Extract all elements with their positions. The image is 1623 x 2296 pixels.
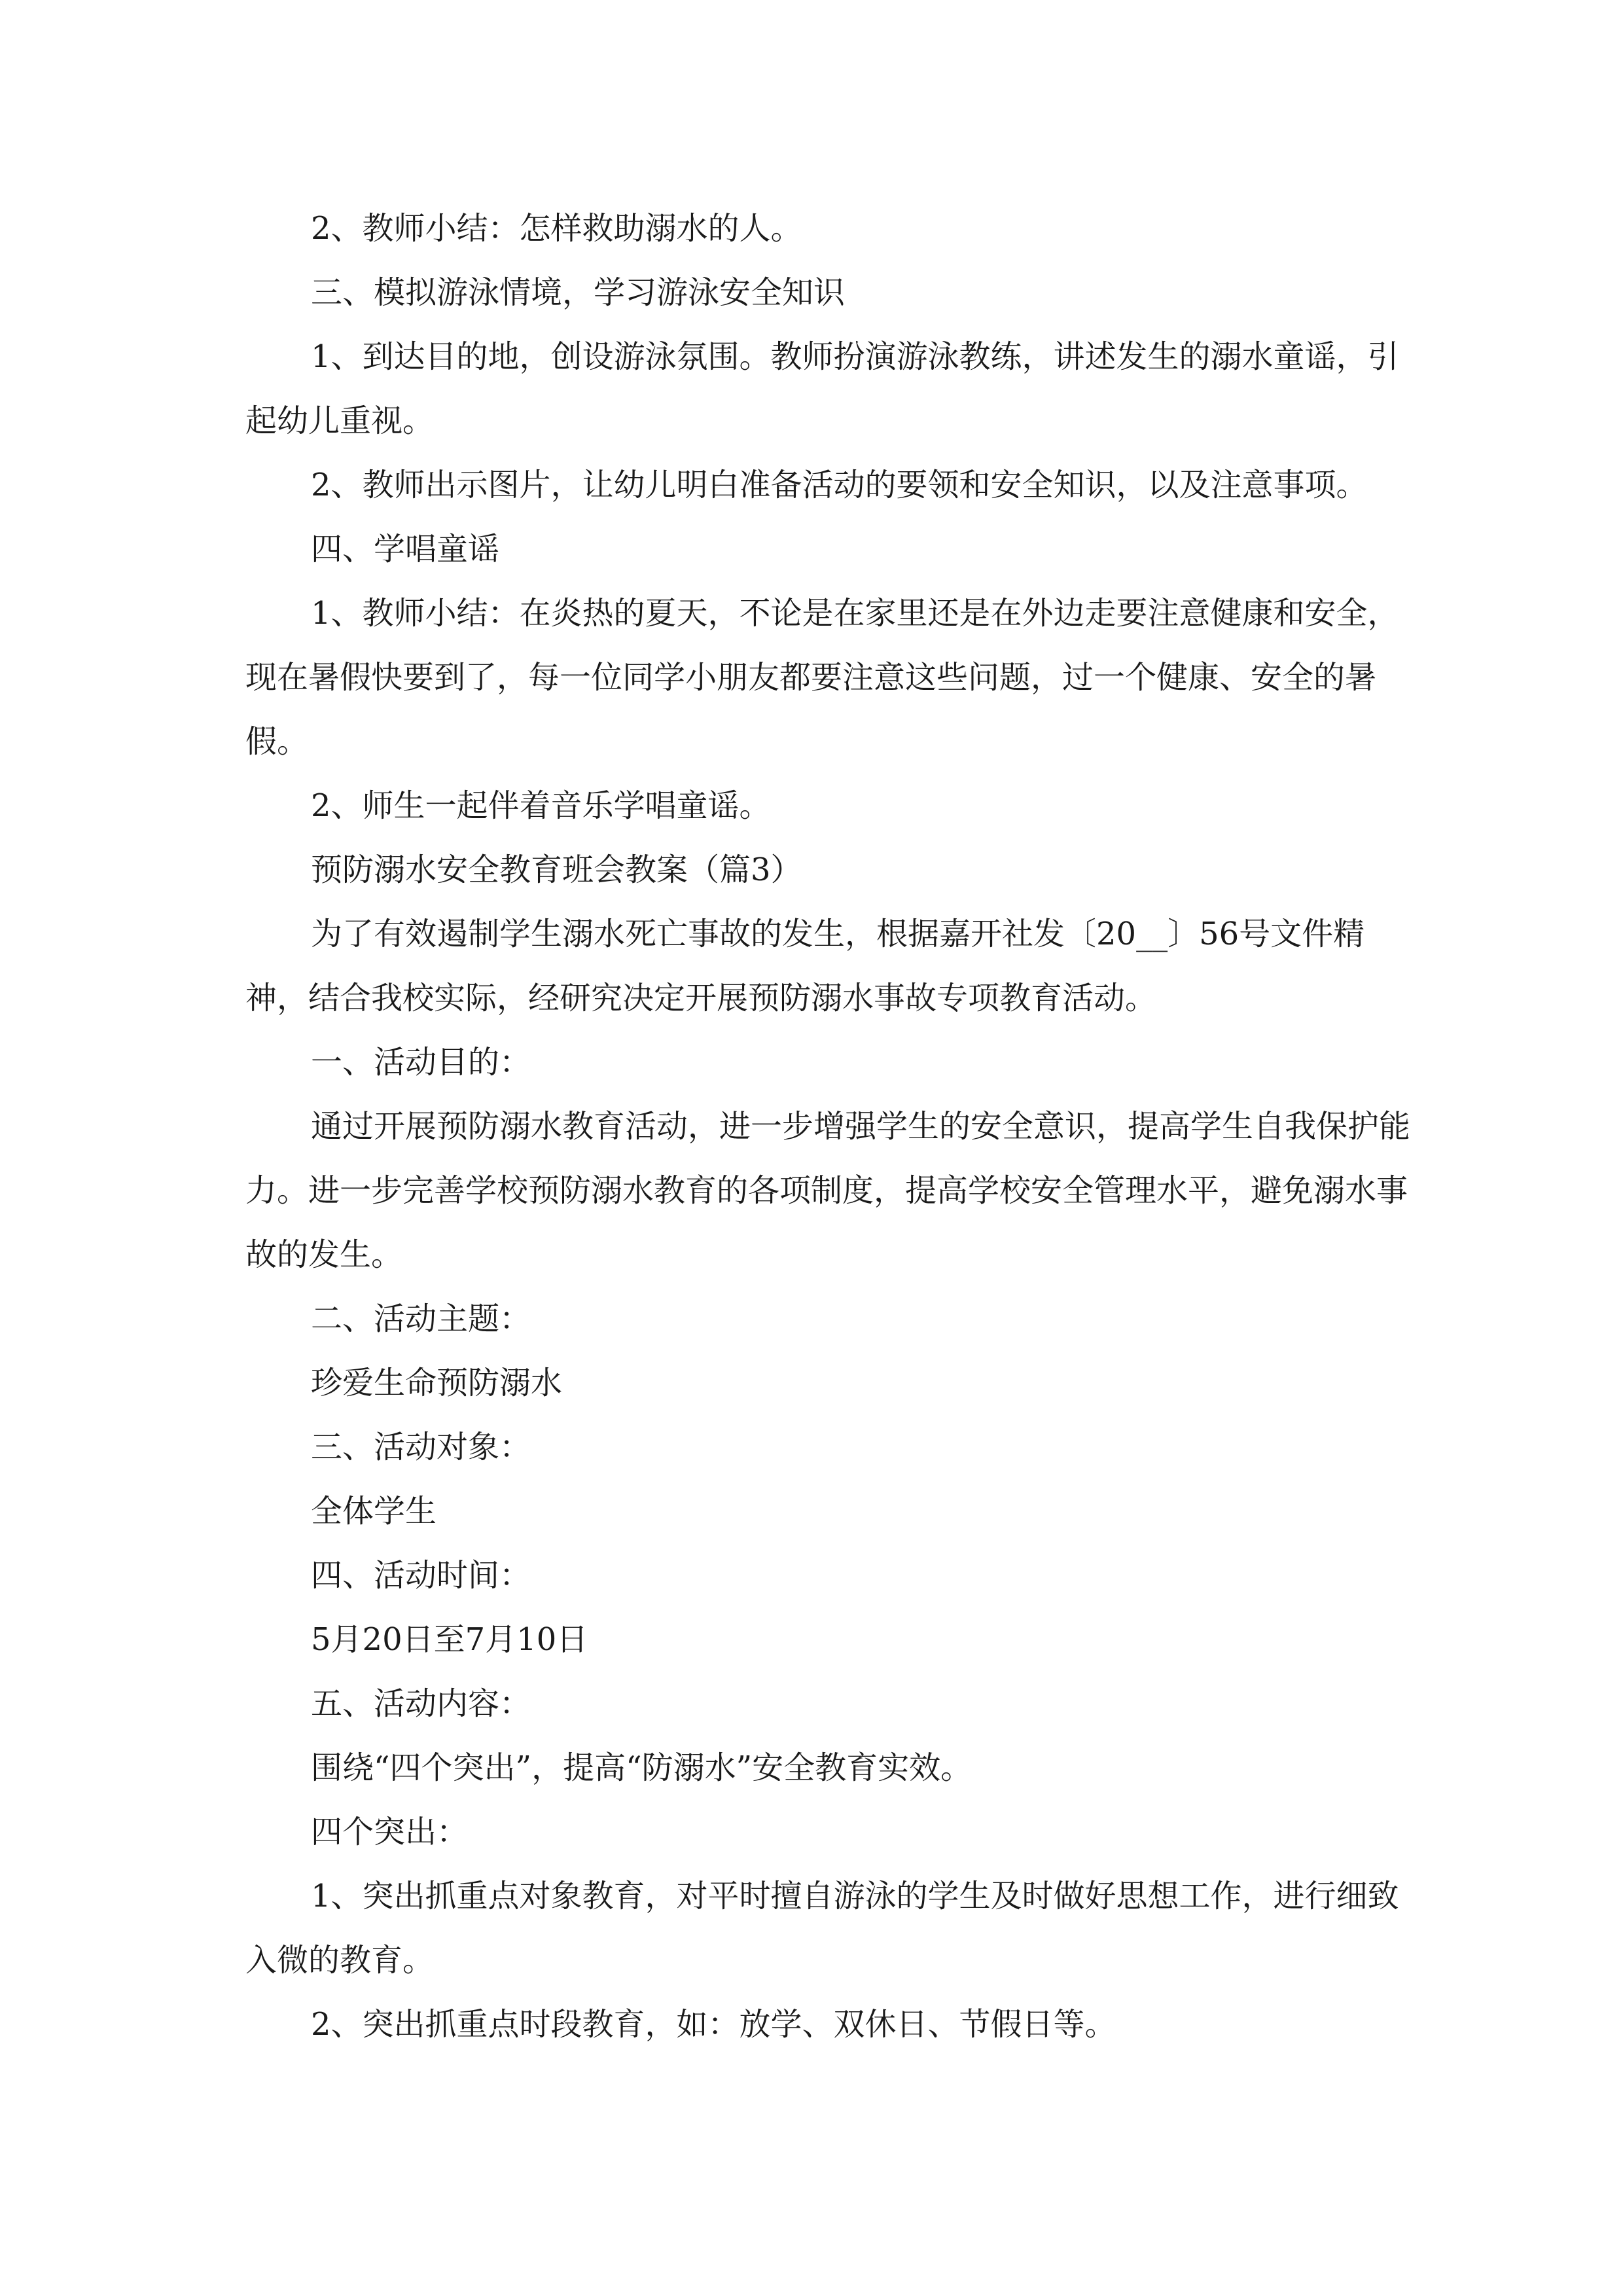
- paragraph: 1、到达目的地，创设游泳氛围。教师扮演游泳教练，讲述发生的溺水童谣，引起幼儿重视。: [245, 338, 1399, 439]
- paragraph: 2、教师出示图片，让幼儿明白准备活动的要领和安全知识，以及注意事项。: [311, 467, 1368, 503]
- paragraph: 四个突出：: [311, 1814, 469, 1850]
- section-heading: 三、活动对象：: [311, 1429, 531, 1465]
- section-heading: 四、学唱童谣: [311, 531, 500, 567]
- document-body: [245, 196, 1410, 2056]
- section-heading: 二、活动主题：: [311, 1300, 531, 1337]
- section-heading: 三、模拟游泳情境，学习游泳安全知识: [311, 274, 846, 311]
- section-heading: 四、活动时间：: [311, 1557, 531, 1594]
- paragraph: 全体学生: [311, 1493, 437, 1530]
- paragraph: 围绕“四个突出”，提高“防溺水”安全教育实效。: [311, 1749, 972, 1786]
- paragraph: 2、师生一起伴着音乐学唱童谣。: [311, 787, 771, 824]
- paragraph: 1、教师小结：在炎热的夏天，不论是在家里还是在外边走要注意健康和安全，现在暑假快要到了，每一位同学小朋友都要注意这些问题，过一个健康、安全的暑假。: [245, 595, 1399, 760]
- paragraph: 5月20日至7月10日: [311, 1621, 588, 1658]
- paragraph: 2、教师小结：怎样救助溺水的人。: [311, 210, 802, 247]
- paragraph: 1、突出抓重点对象教育，对平时擅自游泳的学生及时做好思想工作，进行细致入微的教育。: [245, 1878, 1399, 1979]
- paragraph: 2、突出抓重点时段教育，如：放学、双休日、节假日等。: [311, 2006, 1116, 2043]
- paragraph: 通过开展预防溺水教育活动，进一步增强学生的安全意识，提高学生自我保护能力。进一步完善学校预防溺水教育的各项制度，提高学校安全管理水平，避免溺水事故的发生。: [245, 1108, 1411, 1273]
- paragraph: 珍爱生命预防溺水: [311, 1365, 563, 1401]
- paragraph: 为了有效遏制学生溺水死亡事故的发生，根据嘉开社发〔20__〕56号文件精神，结合我校实际，经研究决定开展预防溺水事故专项教育活动。: [245, 916, 1365, 1016]
- section-heading: 一、活动目的：: [311, 1044, 531, 1081]
- section-heading: 五、活动内容：: [311, 1685, 531, 1722]
- document-title: 预防溺水安全教育班会教案（篇3）: [311, 852, 802, 888]
